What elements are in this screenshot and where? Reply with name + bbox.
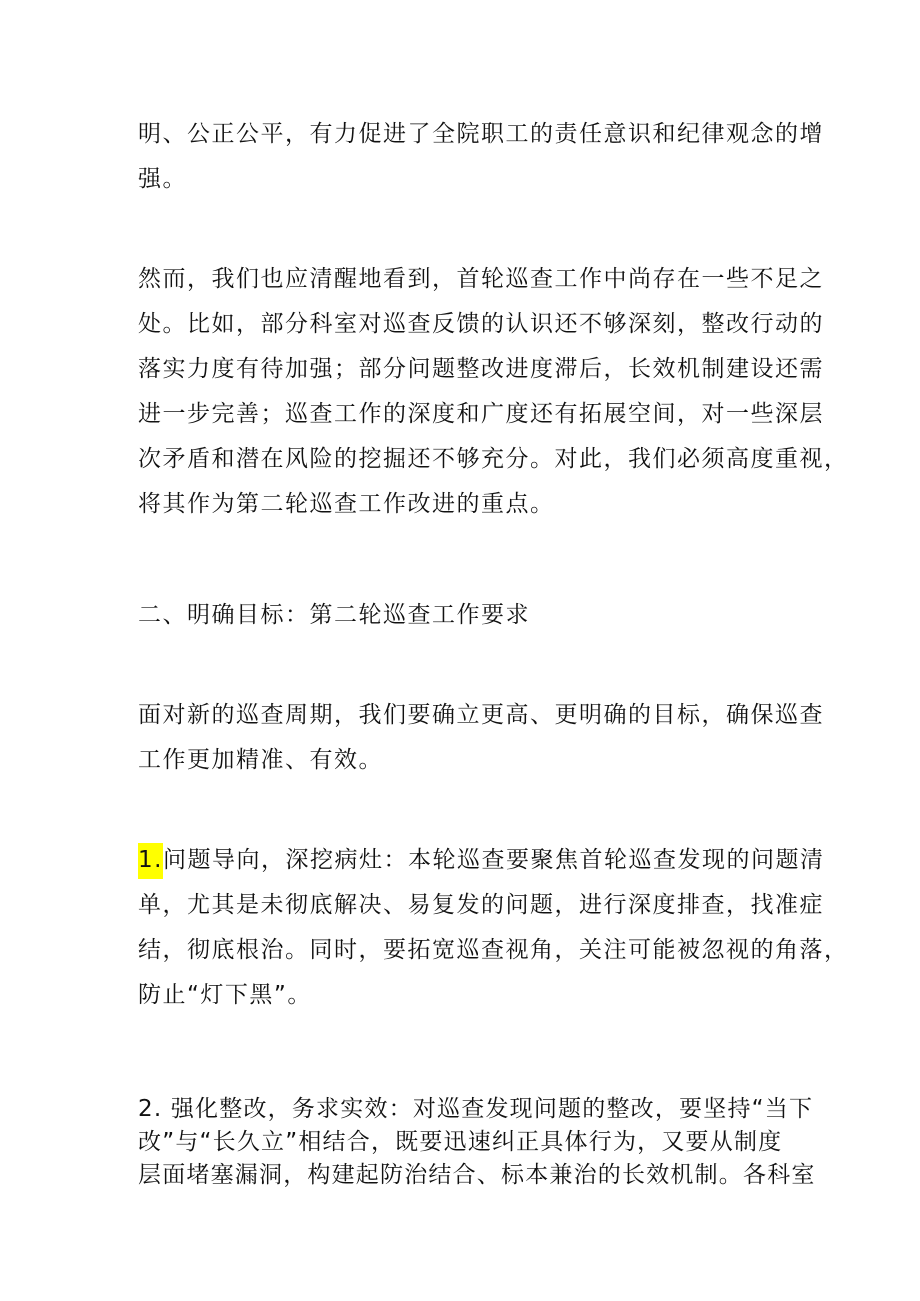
text-line: 处。比如，部分科室对巡查反馈的认识还不够深刻，整改行动的 — [138, 311, 824, 337]
text-line: 面对新的巡查周期，我们要确立更高、更明确的目标，确保巡查 — [138, 702, 824, 728]
section-heading — [138, 593, 786, 638]
text-line: 落实力度有待加强；部分问题整改进度滞后，长效机制建设还需 — [138, 356, 824, 382]
text-line: 结，彻底根治。同时，要拓宽巡查视角，关注可能被忽视的角落， — [138, 937, 849, 963]
text-line: 工作更加精准、有效。 — [138, 747, 383, 773]
text-line: 将其作为第二轮巡查工作改进的重点。 — [138, 491, 555, 517]
text-line: 强。 — [138, 166, 187, 192]
paragraph-goals-intro — [138, 693, 824, 783]
text-line: 明、公正公平，有力促进了全院职工的责任意识和纪律观念的增 — [138, 121, 824, 147]
list-item-2 — [138, 1093, 816, 1192]
paragraph-shortcomings — [138, 257, 849, 527]
text-line: 防止“灯下黑”。 — [138, 982, 312, 1008]
text-line: 然而，我们也应清醒地看到，首轮巡查工作中尚存在一些不足之 — [138, 266, 824, 292]
text-line: 单，尤其是未彻底解决、易复发的问题，进行深度排查，找准症 — [138, 892, 824, 918]
paragraph-conclusion — [138, 112, 824, 202]
text-line: 层面堵塞漏洞，构建起防治结合、标本兼治的长效机制。各科室 — [138, 1162, 816, 1188]
highlighted-number: 1. — [138, 843, 163, 879]
text-line: 次矛盾和潜在风险的挖掘还不够充分。对此，我们必须高度重视， — [138, 446, 849, 472]
text-line: 改”与“长久立”相结合，既要迅速纠正具体行为，又要从制度 — [138, 1129, 783, 1155]
text-line — [138, 838, 825, 883]
heading-text: 二、明确目标：第二轮巡查工作要求 — [138, 602, 530, 628]
text-line: 2. 强化整改，务求实效：对巡查发现问题的整改，要坚持“当下 — [138, 1096, 814, 1122]
list-item-1 — [138, 838, 849, 1018]
text-line: 进一步完善；巡查工作的深度和广度还有拓展空间，对一些深层 — [138, 401, 824, 427]
item-text: 问题导向，深挖病灶：本轮巡查要聚焦首轮巡查发现的问题清 — [162, 847, 825, 873]
